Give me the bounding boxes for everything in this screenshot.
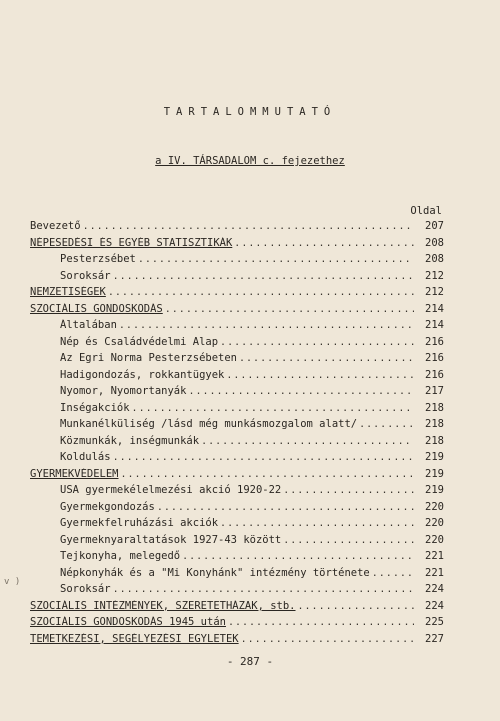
- toc-entry-page: 219: [425, 484, 444, 496]
- toc-entry-label: Az Egri Norma Pesterzsébeten: [60, 352, 238, 364]
- toc-entry: [30, 550, 444, 567]
- toc-entry-page: 219: [425, 451, 444, 463]
- toc-entry-label: Pesterzsébet: [60, 253, 136, 265]
- toc-leader-dots: [119, 320, 414, 331]
- document-title: TARTALOMMUTATÓ: [163, 106, 337, 118]
- toc-entry-page: 216: [425, 335, 444, 348]
- toc-entry-label: Gyermekfelruházási akciók: [60, 517, 219, 529]
- toc-entry: [30, 633, 444, 650]
- toc-entry-label: GYERMEKVÉDELEM: [30, 467, 119, 480]
- toc-entry: [30, 600, 444, 617]
- toc-entry-page: 214: [425, 319, 444, 331]
- toc-entry: [30, 319, 444, 336]
- toc-entry-label: Gyermekgondozás: [60, 500, 155, 513]
- toc-entry: [30, 517, 444, 534]
- toc-entry-label: NEMZETISÉGEK: [30, 286, 106, 298]
- toc-entry-label: Közmunkák, inségmunkák: [60, 434, 200, 447]
- document-subtitle: [0, 155, 500, 167]
- toc-entry-page: 217: [425, 385, 444, 397]
- toc-leader-dots: [165, 304, 414, 315]
- toc-leader-dots: [239, 353, 414, 364]
- toc-entry: [30, 484, 444, 501]
- toc-entry-label: Munkanélküliség /lásd még munkásmozgalom alatt/: [60, 418, 358, 430]
- toc-leader-dots: [298, 601, 414, 612]
- toc-leader-dots: [372, 568, 414, 579]
- toc-leader-dots: [228, 617, 414, 628]
- toc-entry-page: 212: [425, 286, 444, 298]
- toc-leader-dots: [220, 518, 414, 529]
- toc-leader-dots: [121, 469, 414, 480]
- toc-entry-label: Általában: [60, 319, 117, 331]
- toc-entry-page: 208: [425, 236, 444, 249]
- toc-entry-page: 212: [425, 269, 444, 282]
- toc-entry-page: 225: [425, 616, 444, 628]
- toc-entry-label: TEMETKEZÉSI, SEGÉLYEZÉSI EGYLETEK: [30, 632, 239, 645]
- toc-entry-label: Soroksár: [60, 269, 111, 282]
- toc-entry-label: Inségakciók: [60, 401, 130, 414]
- toc-leader-dots: [283, 485, 414, 496]
- toc-entry-label: SZOCIÁLIS GONDOSKODÁS: [30, 302, 163, 315]
- toc-entry-page: 218: [425, 401, 444, 414]
- toc-entry-page: 218: [425, 418, 444, 430]
- toc-entry-label: Hadigondozás, rokkantügyek: [60, 368, 225, 381]
- toc-leader-dots: [132, 403, 414, 414]
- toc-leader-dots: [113, 452, 414, 463]
- toc-entry-page: 207: [425, 220, 444, 232]
- toc-entry-page: 214: [425, 302, 444, 315]
- toc-entry-label: Soroksár: [60, 583, 111, 595]
- toc-entry-page: 220: [425, 517, 444, 529]
- toc-entry: [30, 369, 444, 386]
- toc-entry-page: 208: [425, 253, 444, 265]
- toc-entry-label: Gyermeknyaraltatások 1927-43 között: [60, 533, 282, 546]
- toc-entry-page: 224: [425, 599, 444, 612]
- toc-entry: [30, 451, 444, 468]
- toc-entry: [30, 385, 444, 402]
- toc-entry: [30, 220, 444, 237]
- toc-leader-dots: [138, 254, 414, 265]
- toc-entry: [30, 534, 444, 551]
- toc-leader-dots: [113, 271, 414, 282]
- toc-entry-label: Bevezető: [30, 220, 81, 232]
- toc-entry-page: 220: [425, 533, 444, 546]
- margin-mark: v ): [4, 577, 21, 587]
- toc-entry-label: USA gyermekélelmezési akció 1920-22: [60, 484, 282, 496]
- toc-entry: [30, 468, 444, 485]
- toc-leader-dots: [188, 386, 414, 397]
- toc-leader-dots: [241, 634, 414, 645]
- toc-entry-label: NÉPESEDÉSI ÉS EGYÉB STATISZTIKÁK: [30, 236, 233, 249]
- toc-entry-page: 216: [425, 368, 444, 381]
- toc-entry-page: 224: [425, 583, 444, 595]
- toc-leader-dots: [157, 502, 414, 513]
- toc-leader-dots: [108, 287, 414, 298]
- toc-entry: [30, 435, 444, 452]
- toc-entry: [30, 303, 444, 320]
- toc-leader-dots: [182, 551, 414, 562]
- page-column-header: Oldal: [410, 205, 442, 217]
- toc-leader-dots: [234, 238, 414, 249]
- toc-entry: [30, 336, 444, 353]
- toc-leader-dots: [201, 436, 414, 447]
- toc-entry: [30, 237, 444, 254]
- toc-entry-page: 221: [425, 550, 444, 562]
- toc-entry: [30, 253, 444, 270]
- toc-entry-page: 221: [425, 566, 444, 579]
- table-of-contents: [30, 220, 444, 649]
- toc-entry: [30, 286, 444, 303]
- toc-entry: [30, 583, 444, 600]
- toc-entry-page: 227: [425, 632, 444, 645]
- toc-entry-label: Tejkonyha, melegedő: [60, 550, 181, 562]
- toc-entry-label: Nép és Családvédelmi Alap: [60, 335, 219, 348]
- toc-entry-page: 218: [425, 434, 444, 447]
- toc-leader-dots: [226, 370, 414, 381]
- toc-entry-page: 220: [425, 500, 444, 513]
- subtitle-text: a IV. TÁRSADALOM c. fejezethez: [155, 155, 345, 167]
- toc-leader-dots: [83, 221, 414, 232]
- toc-leader-dots: [359, 419, 414, 430]
- toc-leader-dots: [113, 584, 414, 595]
- toc-entry-label: SZOCIÁLIS GONDOSKODÁS 1945 után: [30, 616, 226, 628]
- toc-entry-label: Koldulás: [60, 451, 111, 463]
- toc-entry: [30, 352, 444, 369]
- toc-entry-label: Népkonyhák és a "Mi Konyhánk" intézmény története: [60, 566, 370, 579]
- toc-leader-dots: [283, 535, 414, 546]
- toc-entry-page: 216: [425, 352, 444, 364]
- toc-entry: [30, 616, 444, 633]
- toc-entry: [30, 567, 444, 584]
- toc-entry: [30, 501, 444, 518]
- toc-entry-label: Nyomor, Nyomortanyák: [60, 385, 187, 397]
- toc-entry-label: SZOCIÁLIS INTÉZMÉNYEK, SZERETETHÁZAK, stb.: [30, 599, 296, 612]
- toc-entry: [30, 402, 444, 419]
- toc-entry: [30, 418, 444, 435]
- page-number: - 287 -: [226, 655, 274, 668]
- toc-leader-dots: [220, 337, 414, 348]
- toc-entry: [30, 270, 444, 287]
- toc-entry-page: 219: [425, 467, 444, 480]
